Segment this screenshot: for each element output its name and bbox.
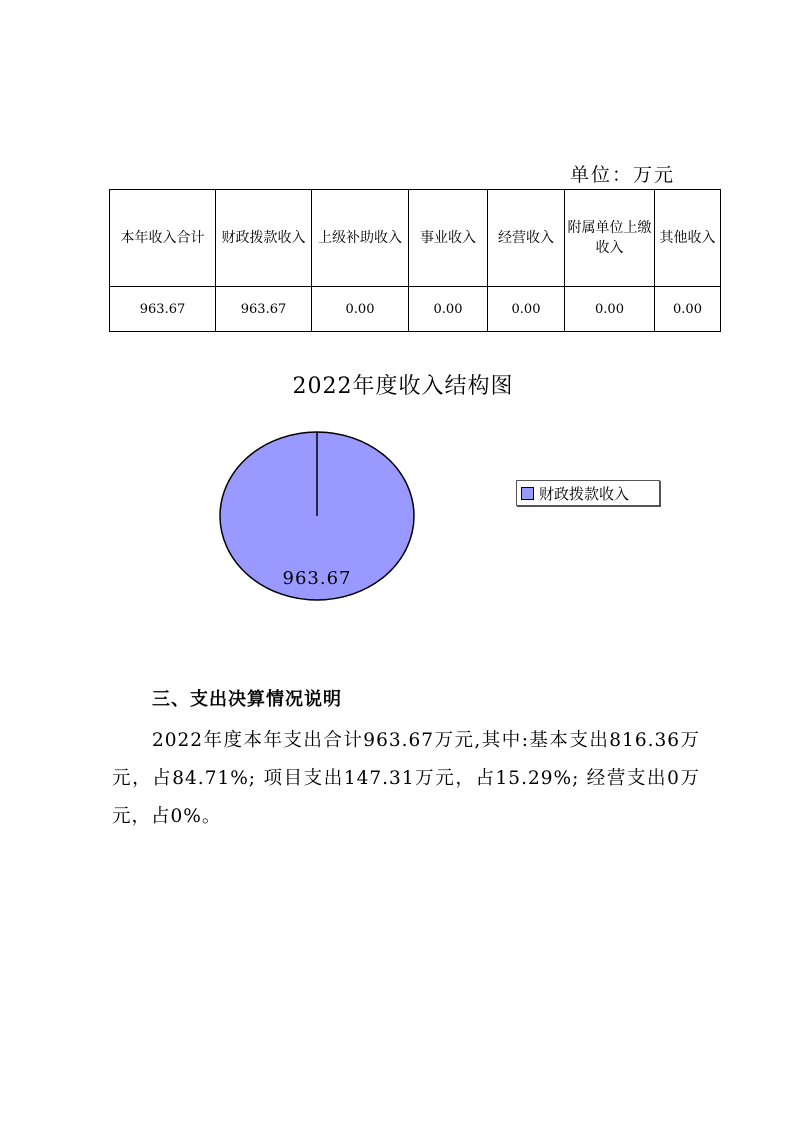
header-total-income: 本年收入合计 <box>110 190 216 287</box>
unit-label: 单位：万元 <box>570 164 676 186</box>
cell-operating-income: 0.00 <box>488 287 565 332</box>
header-operating-income: 经营收入 <box>488 190 565 287</box>
pie-data-label: 963.67 <box>282 568 352 589</box>
cell-other-income: 0.00 <box>655 287 721 332</box>
expenditure-paragraph: 2022年度本年支出合计963.67万元,其中:基本支出816.36万元，占84.71%; 项目支出147.31万元，占15.29%; 经营支出0万元，占0%。 <box>112 730 700 827</box>
header-affiliated-unit-income: 附属单位上缴收入 <box>565 190 655 287</box>
cell-total-income: 963.67 <box>110 287 216 332</box>
cell-business-income: 0.00 <box>409 287 488 332</box>
header-business-income: 事业收入 <box>409 190 488 287</box>
chart-title: 2022年度收入结构图 <box>292 374 514 399</box>
cell-superior-subsidy: 0.00 <box>312 287 409 332</box>
legend-swatch <box>521 487 534 500</box>
header-fiscal-appropriation: 财政拨款收入 <box>216 190 312 287</box>
section-title: 三、支出决算情况说明 <box>152 689 342 710</box>
legend-label: 财政拨款收入 <box>539 484 630 503</box>
header-other-income: 其他收入 <box>655 190 721 287</box>
header-superior-subsidy: 上级补助收入 <box>312 190 409 287</box>
chart-legend <box>516 480 660 506</box>
cell-fiscal-appropriation: 963.67 <box>216 287 312 332</box>
cell-affiliated-unit-income: 0.00 <box>565 287 655 332</box>
